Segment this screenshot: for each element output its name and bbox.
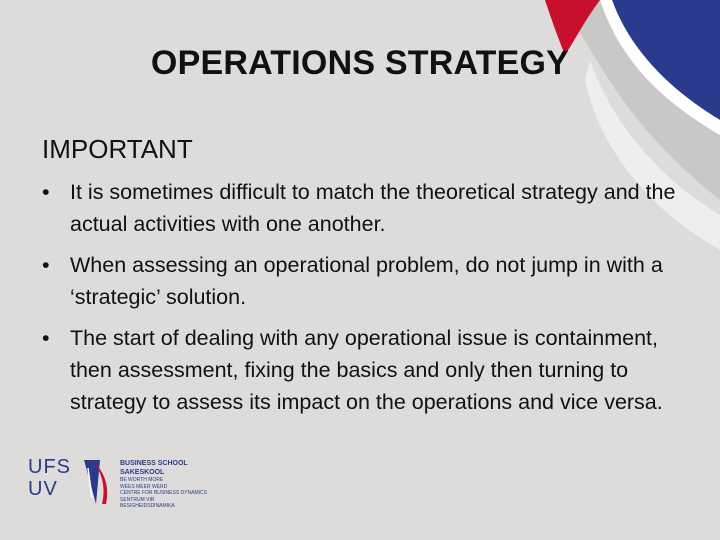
bullet-item <box>42 322 682 418</box>
bullet-text: It is sometimes difficult to match the theoretical strategy and the actual activities with one another. <box>70 180 676 236</box>
bullet-marker: • <box>42 326 50 350</box>
logo-letters-top: UFS <box>28 456 71 478</box>
bullet-marker: • <box>42 253 50 277</box>
logo-line: BUSINESS SCHOOL <box>120 460 188 467</box>
logo-line: SENTRUM VIR BESIGHEIDSDINAMIKA <box>120 496 175 509</box>
ufs-business-school-logo <box>28 456 208 512</box>
logo-line: CENTRE FOR BUSINESS DYNAMICS <box>120 490 207 496</box>
logo-letters-bottom: UV <box>28 478 58 500</box>
logo-emblem-icon <box>80 458 118 506</box>
bullet-marker: • <box>42 180 50 204</box>
section-heading: IMPORTANT <box>42 134 193 164</box>
slide-title: OPERATIONS STRATEGY <box>150 44 570 82</box>
logo-line: WEES MEER WERD <box>120 483 168 490</box>
logo-line: SAKESKOOL <box>120 468 165 476</box>
logo-text <box>120 460 208 510</box>
bullet-text: The start of dealing with any operational issue is containment, then assessment, fixing the basics and only then turning to strategy to assess its impact on the operations and vice versa. <box>70 326 663 414</box>
logo-letters <box>28 456 71 500</box>
bullet-item <box>42 176 682 240</box>
bullet-text: When assessing an operational problem, do not jump in with a ‘strategic’ solution. <box>70 253 663 309</box>
logo-line: BE WORTH MORE <box>120 477 164 483</box>
bullet-item <box>42 249 682 313</box>
bullet-list <box>42 176 682 427</box>
